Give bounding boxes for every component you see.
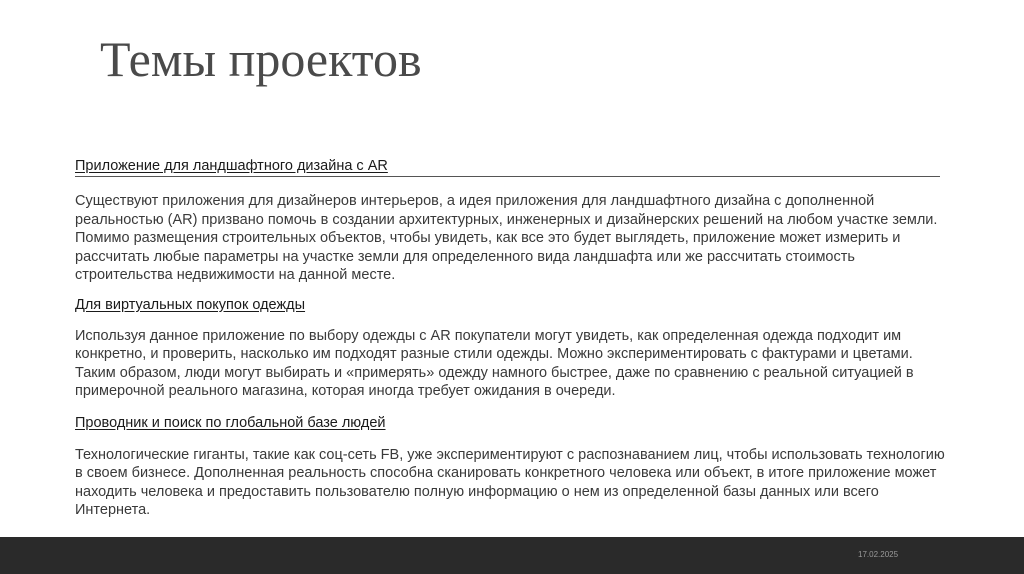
footer-date: 17.02.2025 [858, 550, 899, 559]
slide-title: Темы проектов [100, 31, 422, 87]
section-heading-landscape-ar: Приложение для ландшафтного дизайна с AR [75, 158, 388, 174]
section-heading-virtual-clothing: Для виртуальных покупок одежды [75, 296, 306, 313]
slide-content [75, 157, 950, 520]
heading-divider [75, 176, 940, 177]
section-text-landscape-ar: Существуют приложения для дизайнеров интерьеров, а идея приложения для ландшафтного дизайна с дополненной реальностью (AR) призвано помочь в создании архитектурных, инженерных и дизайнерских решений на любом участке земли. Помимо размещения строительных объектов, чтобы увидеть, как все это будет выглядеть, приложение может измерить и рассчитать любые параметры на участке земли для определенного вида ландшафта или же рассчитать стоимость строительства недвижимости на данной месте. [75, 193, 938, 283]
section-heading-people-search: Проводник и поиск по глобальной базе людей [75, 414, 386, 431]
section-text-virtual-clothing: Используя данное приложение по выбору одежды с AR покупатели могут увидеть, как определенная одежда подходит им конкретно, и проверить, насколько им подходят разные стили одежды. Можно экспериментировать с фактурами и цветами. Таким образом, люди могут выбирать и «примерять» одежду намного быстрее, даже по сравнению с реальной ситуацией в примерочной реального магазина, которая иногда требует ожидания в очереди. [75, 327, 914, 399]
footer-bar [0, 537, 1024, 574]
section-text-people-search: Технологические гиганты, такие как соц-сеть FB, уже экспериментируют с распознаванием лиц, чтобы использовать технологию в своем бизнесе. Дополненная реальность способна сканировать конкретного человека или объект, в итоге приложение может находить человека и предоставить пользователю полную информацию о нем из определенной базы данных или всего Интернета. [75, 446, 945, 518]
